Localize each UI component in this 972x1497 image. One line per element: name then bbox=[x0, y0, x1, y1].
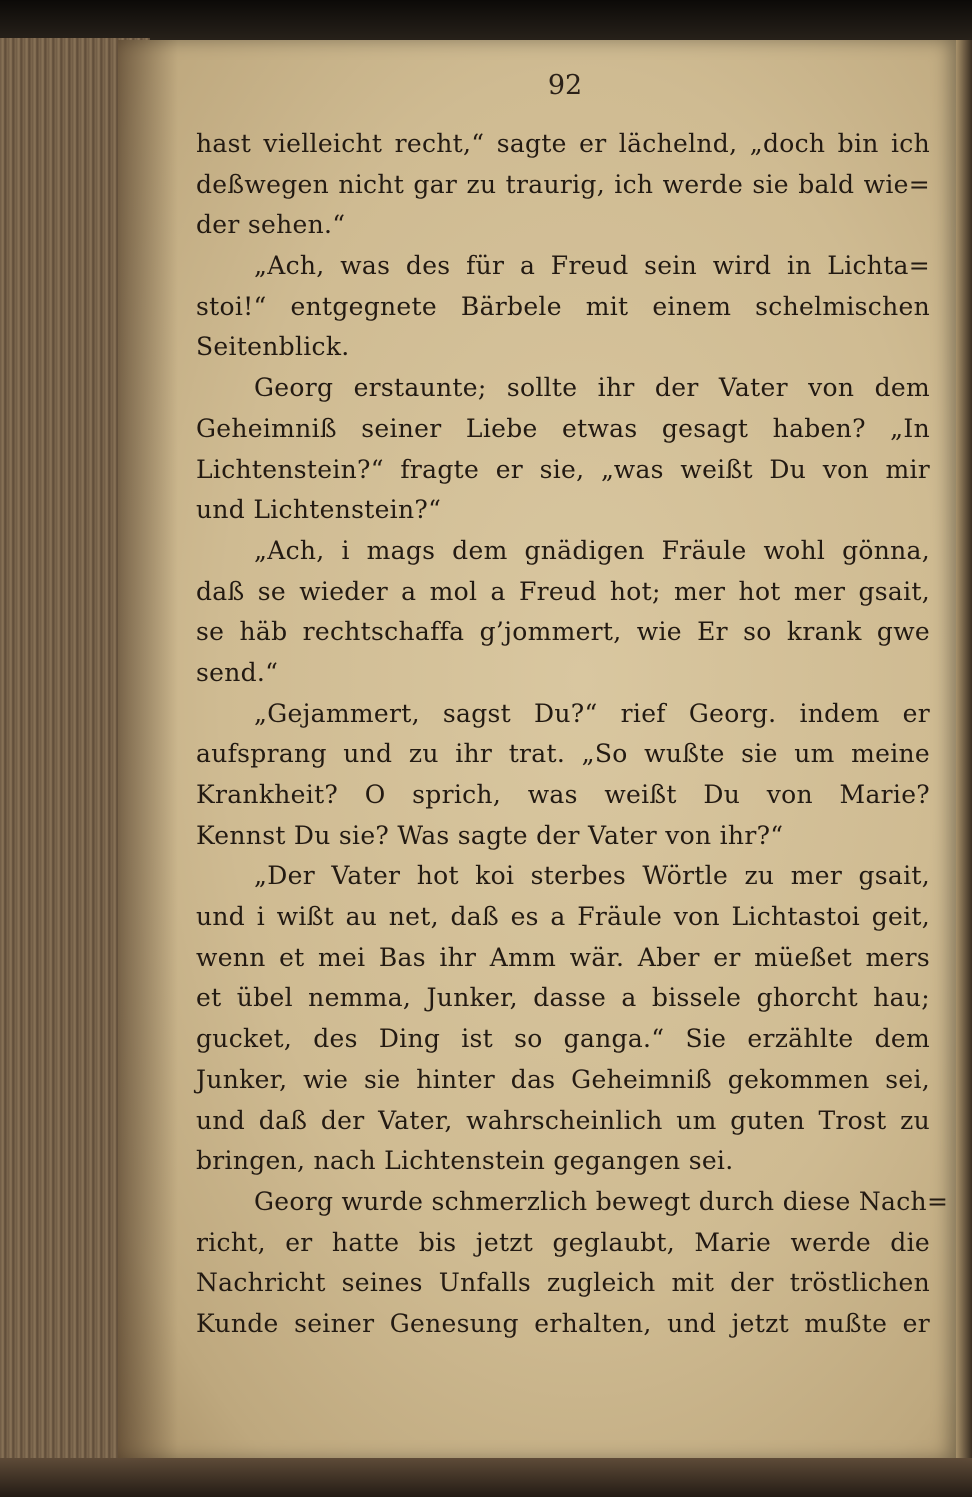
page-gutter-shadow bbox=[118, 40, 178, 1460]
text-line: send.“ bbox=[196, 657, 279, 687]
text-line: wenn et mei Bas ihr Amm wär. Aber er müeßet mers bbox=[196, 942, 930, 972]
text-line: Georg erstaunte; sollte ihr der Vater von dem bbox=[254, 373, 930, 403]
body-text bbox=[196, 124, 949, 1345]
text-line: deßwegen nicht gar zu traurig, ich werde sie bald wie= bbox=[196, 169, 930, 199]
text-line: der sehen.“ bbox=[196, 210, 346, 240]
scan-right-edge bbox=[956, 40, 972, 1497]
text-line: Junker, wie sie hinter das Geheimniß gekommen sei, bbox=[196, 1064, 930, 1094]
text-line: „Ach, i mags dem gnädigen Fräule wohl gönna, bbox=[254, 535, 930, 565]
text-line: et übel nemma, Junker, dasse a bissele ghorcht hau; bbox=[196, 983, 930, 1013]
text-line: Krankheit? O sprich, was weißt Du von Marie? bbox=[196, 780, 930, 809]
text-line: Kennst Du sie? Was sagte der Vater von ihr?“ bbox=[196, 820, 784, 850]
text-line: Seitenblick. bbox=[196, 332, 350, 362]
text-line: „Der Vater hot koi sterbes Wörtle zu mer gsait, bbox=[254, 861, 930, 891]
text-line: „Ach, was des für a Freud sein wird in Lichta= bbox=[254, 251, 930, 281]
text-line: Nachricht seines Unfalls zugleich mit der tröstlichen bbox=[196, 1268, 930, 1298]
text-line: aufsprang und zu ihr trat. „So wußte sie um meine bbox=[196, 739, 930, 769]
text-line: Georg wurde schmerzlich bewegt durch diese Nach= bbox=[254, 1186, 949, 1216]
text-line: se häb rechtschaffa g’jommert, wie Er so krank gwe bbox=[196, 617, 930, 647]
text-line: richt, er hatte bis jetzt geglaubt, Marie werde die bbox=[196, 1227, 930, 1257]
text-line: und daß der Vater, wahrscheinlich um guten Trost zu bbox=[196, 1105, 930, 1135]
page-number: 92 bbox=[547, 70, 583, 101]
text-line: und i wißt au net, daß es a Fräule von Lichtastoi geit, bbox=[196, 902, 930, 932]
text-line: Lichtenstein?“ fragte er sie, „was weißt Du von mir bbox=[196, 454, 930, 484]
text-line: „Gejammert, sagst Du?“ rief Georg. indem er bbox=[254, 698, 930, 728]
text-line: bringen, nach Lichtenstein gegangen sei. bbox=[196, 1146, 734, 1176]
text-line: daß se wieder a mol a Freud hot; mer hot mer gsait, bbox=[196, 576, 930, 606]
text-line: gucket, des Ding ist so ganga.“ Sie erzählte dem bbox=[196, 1024, 930, 1054]
text-line: hast vielleicht recht,“ sagte er lächelnd, „doch bin ich bbox=[196, 129, 930, 158]
text-line: Geheimniß seiner Liebe etwas gesagt haben? „In bbox=[196, 413, 930, 443]
text-line: und Lichtenstein?“ bbox=[196, 495, 442, 525]
text-line: stoi!“ entgegnete Bärbele mit einem schelmischen bbox=[196, 291, 930, 321]
scan-bottom-edge bbox=[0, 1458, 972, 1497]
text-line: Kunde seiner Genesung erhalten, und jetzt mußte er bbox=[196, 1308, 930, 1338]
